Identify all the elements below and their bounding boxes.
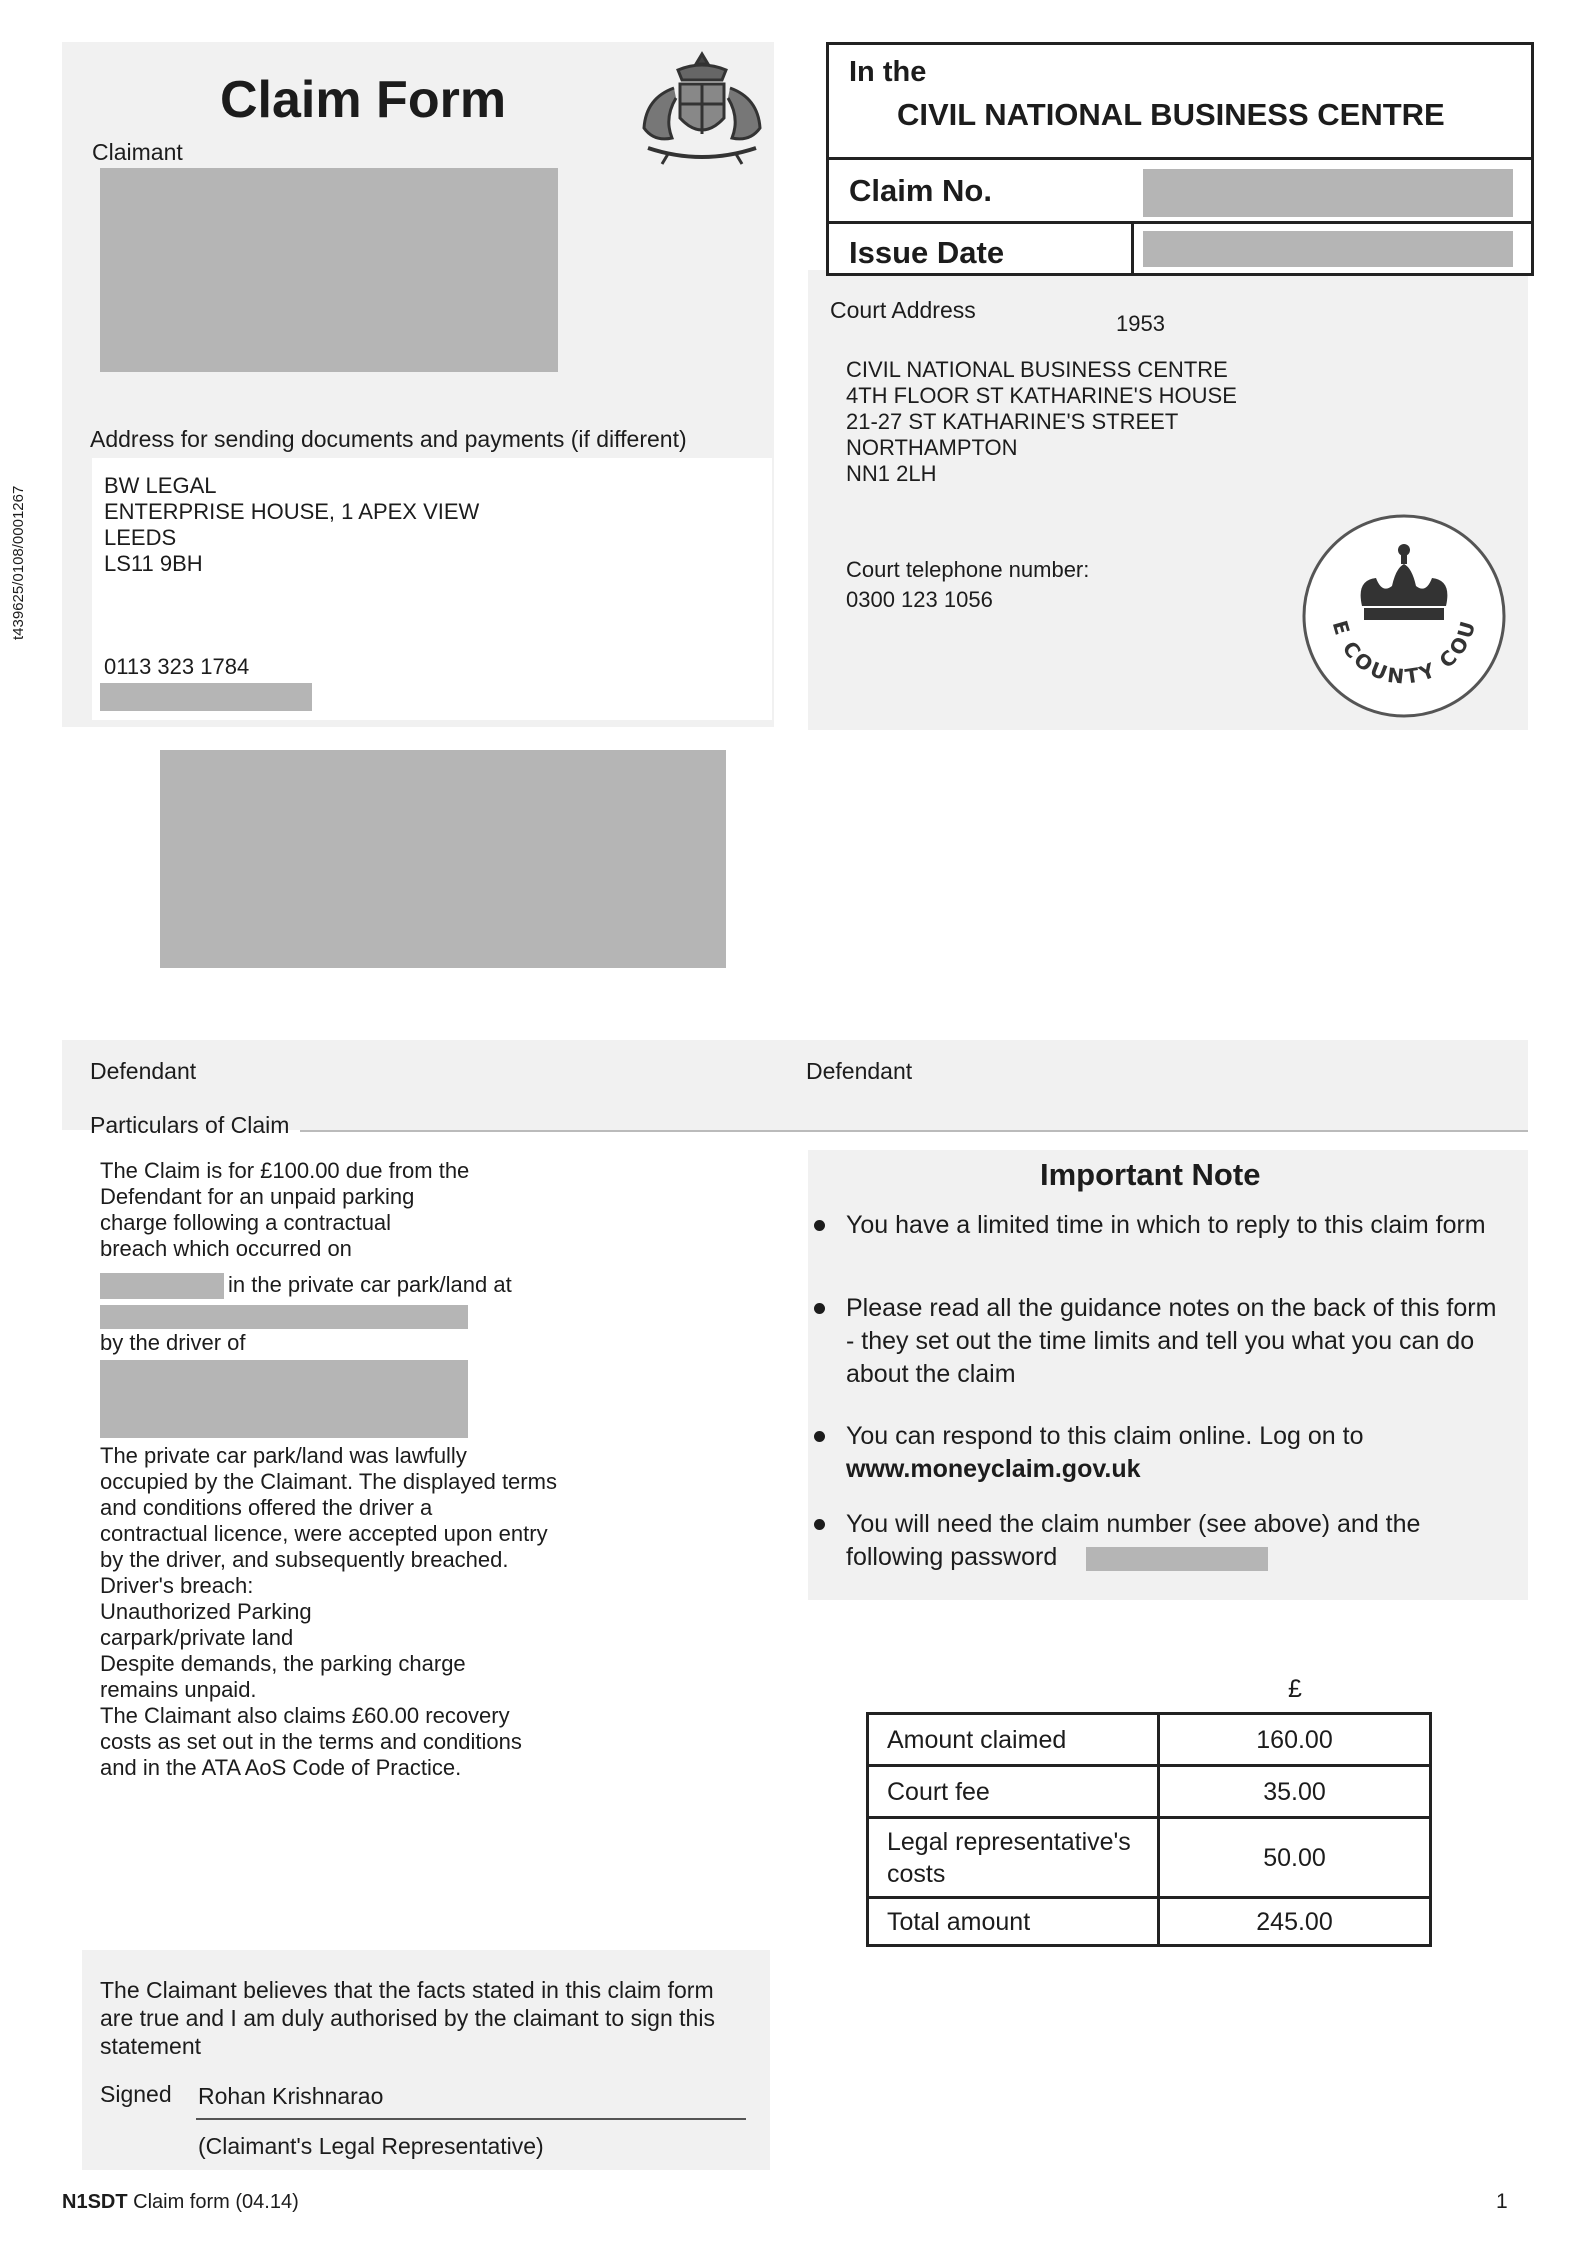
bullet-icon <box>814 1220 825 1231</box>
statement-line: The Claimant believes that the facts stated in this claim form <box>100 1977 714 2003</box>
court-address-line: CIVIL NATIONAL BUSINESS CENTRE <box>846 357 1228 382</box>
amount-label: Total amount <box>868 1898 1159 1946</box>
amount-value: 160.00 <box>1159 1714 1431 1766</box>
amounts-table <box>866 1712 1432 1947</box>
particulars-line: costs as set out in the terms and conditions <box>100 1729 522 1754</box>
page-number: 1 <box>1496 2190 1508 2213</box>
court-name: CIVIL NATIONAL BUSINESS CENTRE <box>897 97 1445 132</box>
bullet-icon <box>814 1431 825 1442</box>
particulars-para1 <box>100 1158 469 1262</box>
court-address <box>846 357 1237 487</box>
amount-value: 245.00 <box>1159 1898 1431 1946</box>
bullet-icon <box>814 1303 825 1314</box>
particulars-line: carpark/private land <box>100 1625 294 1650</box>
page-title: Claim Form <box>220 71 507 129</box>
particulars-para2 <box>100 1443 557 1781</box>
land-suffix: in the private car park/land at <box>228 1272 512 1297</box>
in-the-label: In the <box>849 56 927 88</box>
table-row <box>868 1898 1431 1946</box>
statement-line: are true and I am duly authorised by the claimant to sign this <box>100 2005 715 2031</box>
particulars-line: charge following a contractual <box>100 1210 392 1235</box>
important-note-title: Important Note <box>1040 1157 1261 1192</box>
address-line: LEEDS <box>104 525 177 550</box>
address-for-documents-label: Address for sending documents and payments (if different) <box>90 426 687 452</box>
particulars-line: and conditions offered the driver a <box>100 1495 433 1520</box>
form-code-id: N1SDT <box>62 2191 128 2213</box>
particulars-label: Particulars of Claim <box>90 1112 290 1138</box>
particulars-line: Driver's breach: <box>100 1573 254 1598</box>
issue-date-label: Issue Date <box>849 235 1005 270</box>
driver-line: by the driver of <box>100 1330 246 1355</box>
defendant-label-right: Defendant <box>806 1058 913 1084</box>
court-code: 1953 <box>1116 311 1165 336</box>
seal-text: E COUNTY COU <box>1327 615 1481 689</box>
divider <box>829 157 1531 160</box>
amount-value: 35.00 <box>1159 1766 1431 1818</box>
note-bullet-3: You can respond to this claim online. Log on to <box>846 1422 1364 1450</box>
court-header-box <box>826 42 1534 276</box>
address-line: LS11 9BH <box>104 551 203 576</box>
form-code-name: Claim form (04.14) <box>133 2191 299 2213</box>
particulars-line: breach which occurred on <box>100 1236 352 1261</box>
address-line: BW LEGAL <box>104 473 217 498</box>
moneyclaim-link[interactable]: www.moneyclaim.gov.uk <box>846 1455 1141 1483</box>
particulars-line: Defendant for an unpaid parking <box>100 1184 415 1209</box>
password-redacted <box>1086 1547 1268 1571</box>
table-row <box>868 1766 1431 1818</box>
divider <box>829 221 1531 224</box>
particulars-line: Despite demands, the parking charge <box>100 1651 466 1676</box>
bullet-icon <box>814 1519 825 1530</box>
address-line: ENTERPRISE HOUSE, 1 APEX VIEW <box>104 499 480 524</box>
particulars-line: contractual licence, were accepted upon entry <box>100 1521 548 1546</box>
form-code <box>62 2190 299 2214</box>
court-address-line: 4TH FLOOR ST KATHARINE'S HOUSE <box>846 383 1237 408</box>
court-address-line: NORTHAMPTON <box>846 435 1018 460</box>
court-address-line: 21-27 ST KATHARINE'S STREET <box>846 409 1179 434</box>
claim-number-redacted <box>1143 169 1513 217</box>
reference-redacted <box>100 683 312 711</box>
issue-date-redacted <box>1143 231 1513 267</box>
signer-role: (Claimant's Legal Representative) <box>198 2133 544 2159</box>
claim-no-label: Claim No. <box>849 173 992 208</box>
particulars-line: The private car park/land was lawfully <box>100 1443 467 1468</box>
defendant-redacted <box>160 750 726 968</box>
documents-address <box>104 473 479 577</box>
court-telephone-label: Court telephone number: <box>846 557 1090 582</box>
signer-name: Rohan Krishnarao <box>198 2083 384 2109</box>
table-row <box>868 1818 1431 1898</box>
claimant-phone: 0113 323 1784 <box>104 654 250 679</box>
currency-symbol: £ <box>1288 1675 1302 1703</box>
court-telephone: 0300 123 1056 <box>846 587 993 612</box>
table-row <box>868 1714 1431 1766</box>
signature-line <box>196 2118 746 2120</box>
divider <box>300 1130 1528 1132</box>
defendant-label: Defendant <box>90 1058 197 1084</box>
particulars-line: The Claimant also claims £60.00 recovery <box>100 1703 510 1728</box>
note-bullet-1: You have a limited time in which to reply to this claim form <box>846 1211 1486 1239</box>
divider <box>1131 221 1134 273</box>
amount-label: Court fee <box>868 1766 1159 1818</box>
amount-value: 50.00 <box>1159 1818 1431 1898</box>
statement-of-truth <box>100 1976 715 2060</box>
claimant-redacted <box>100 168 558 372</box>
particulars-line: Unauthorized Parking <box>100 1599 312 1624</box>
date-redacted <box>100 1273 224 1299</box>
margin-code: t439625/0108/0001267 <box>10 485 27 640</box>
particulars-line: remains unpaid. <box>100 1677 257 1702</box>
amount-label: Amount claimed <box>868 1714 1159 1766</box>
note-bullet-4: You will need the claim number (see above) and the following password <box>846 1510 1421 1571</box>
claimant-label: Claimant <box>92 139 183 165</box>
statement-line: statement <box>100 2033 201 2059</box>
royal-crest-icon <box>628 48 776 166</box>
amount-label: Legal representative's costs <box>868 1818 1159 1898</box>
vehicle-redacted <box>100 1360 468 1438</box>
particulars-line: occupied by the Claimant. The displayed terms <box>100 1469 557 1494</box>
court-address-label: Court Address <box>830 297 976 323</box>
location-redacted <box>100 1305 468 1329</box>
county-court-seal-icon <box>1298 510 1510 722</box>
signed-label: Signed <box>100 2081 172 2107</box>
particulars-line: and in the ATA AoS Code of Practice. <box>100 1755 462 1780</box>
particulars-line: by the driver, and subsequently breached. <box>100 1547 509 1572</box>
particulars-line: The Claim is for £100.00 due from the <box>100 1158 470 1183</box>
note-bullet-2: Please read all the guidance notes on the back of this form - they set out the time limits and tell you what you can do about the claim <box>846 1294 1497 1388</box>
court-address-line: NN1 2LH <box>846 461 937 486</box>
